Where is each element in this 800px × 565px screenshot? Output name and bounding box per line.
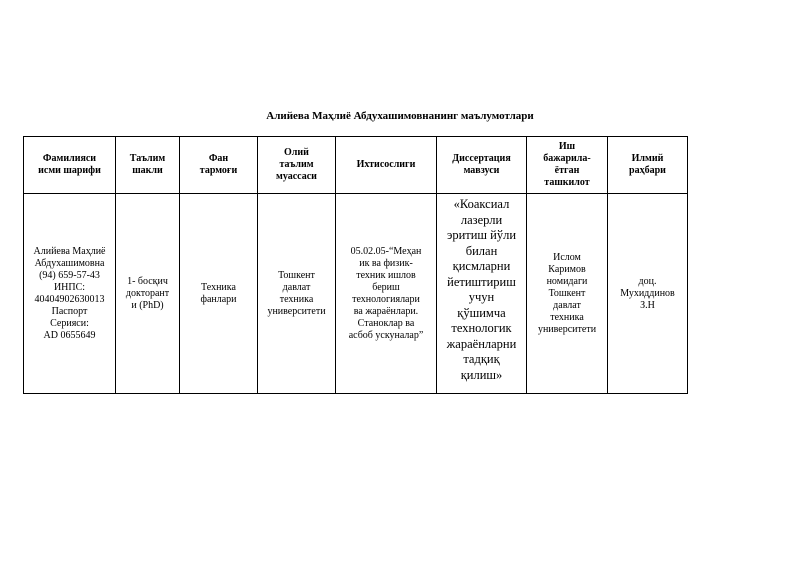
header-specialty xyxy=(336,137,437,194)
info-table xyxy=(23,136,688,394)
cell-line: Ислом xyxy=(553,251,581,263)
header-full-name xyxy=(24,137,116,194)
cell-line: Илмий xyxy=(631,153,664,164)
cell-line: доц. xyxy=(638,275,657,287)
cell-line: технологиялари xyxy=(352,293,420,305)
cell-line: ва жараёнлари. xyxy=(353,305,419,317)
cell-line: шакли xyxy=(132,165,163,176)
cell-line: 05.02.05-“Меҳан xyxy=(350,245,422,257)
header-study-form xyxy=(116,137,180,194)
cell-line: техник ишлов xyxy=(356,269,416,281)
cell-line: муассаси xyxy=(276,171,317,182)
table-row xyxy=(24,194,688,394)
cell-line: фанлари xyxy=(200,293,237,305)
cell-line: номидаги xyxy=(546,275,588,287)
cell-line: лазерли xyxy=(460,212,503,227)
cell-line: 40404902630013 xyxy=(34,293,105,305)
cell-line: асбоб ускуналар” xyxy=(348,329,424,341)
cell-line: З.Н xyxy=(640,299,655,311)
cell-line: бериш xyxy=(372,281,400,293)
cell-line: ик ва физик- xyxy=(359,257,413,269)
cell-specialty xyxy=(336,194,437,394)
document-title: Алийева Маҳлиё Абдухашимовнанинг маълумотлари xyxy=(266,110,534,122)
cell-line: Каримов xyxy=(548,263,586,275)
cell-line: Иш xyxy=(558,141,576,152)
cell-line: исми шарифи xyxy=(38,165,101,176)
header-workplace xyxy=(527,137,608,194)
cell-line: давлат xyxy=(553,299,581,311)
header-institution xyxy=(258,137,336,194)
cell-line: билан xyxy=(465,243,498,258)
cell-line: Абдухашимовна xyxy=(34,257,105,269)
cell-line: и (PhD) xyxy=(131,299,164,311)
cell-line: Олий xyxy=(284,147,309,158)
cell-institution xyxy=(258,194,336,394)
cell-line: тармоғи xyxy=(199,165,238,176)
cell-line: қисмларни xyxy=(452,259,511,273)
cell-line: AD 0655649 xyxy=(43,329,96,341)
cell-line: қўшимча xyxy=(457,305,506,320)
cell-line: ИНПС: xyxy=(53,281,86,293)
cell-line: Алийева Маҳлиё xyxy=(33,245,106,257)
cell-science-field xyxy=(180,194,258,394)
cell-supervisor xyxy=(608,194,688,394)
table-header-row xyxy=(24,137,688,194)
cell-line: докторант xyxy=(125,287,170,299)
cell-line: тадқиқ xyxy=(463,352,500,366)
cell-line: Серияси: xyxy=(50,317,89,329)
cell-line: мавзуси xyxy=(463,165,500,176)
cell-line: Диссертация xyxy=(452,153,511,164)
cell-line: Ихтисослиги xyxy=(356,159,416,170)
cell-line: Фан xyxy=(208,153,229,164)
cell-line: жараёнларни xyxy=(446,336,517,351)
cell-line: Техника xyxy=(201,281,236,293)
cell-line: ташкилот xyxy=(544,177,590,188)
cell-line: университети xyxy=(537,323,597,335)
cell-line: Станоклар ва xyxy=(357,317,415,329)
cell-full-name xyxy=(24,194,116,394)
cell-line: «Коаксиал xyxy=(453,197,510,211)
cell-line: техника xyxy=(550,311,584,323)
header-supervisor xyxy=(608,137,688,194)
cell-line: таълим xyxy=(279,159,314,170)
cell-line: (94) 659-57-43 xyxy=(39,269,100,281)
cell-line: Тошкент xyxy=(278,269,315,281)
cell-line: Мухиддинов xyxy=(620,287,675,299)
cell-study-form xyxy=(116,194,180,394)
cell-line: университети xyxy=(267,305,326,317)
cell-line: Фамилияси xyxy=(42,153,97,164)
cell-line: 1- босқич xyxy=(127,275,168,287)
cell-line: қилиш» xyxy=(460,367,503,382)
cell-line: техника xyxy=(279,293,314,305)
cell-line: ётган xyxy=(554,165,580,176)
cell-line: учун xyxy=(468,290,495,304)
cell-line: Таълим xyxy=(129,153,166,164)
cell-line: технологик xyxy=(451,321,512,335)
cell-line: йетиштириш xyxy=(447,274,516,289)
cell-line: раҳбари xyxy=(629,165,666,176)
cell-line: давлат xyxy=(282,281,311,293)
cell-workplace xyxy=(527,194,608,394)
cell-line: Паспорт xyxy=(51,305,88,317)
header-science-field xyxy=(180,137,258,194)
cell-dissertation-topic xyxy=(437,194,527,394)
cell-line: Тошкент xyxy=(548,287,586,299)
cell-line: эритиш йўли xyxy=(446,228,517,242)
header-dissertation-topic xyxy=(437,137,527,194)
cell-line: бажарила- xyxy=(543,153,591,164)
